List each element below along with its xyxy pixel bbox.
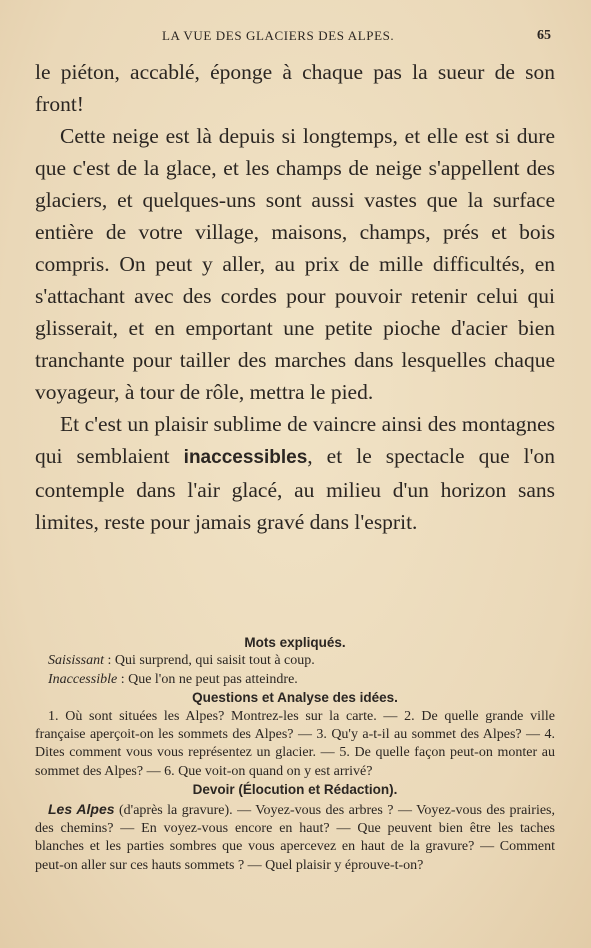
definition-text: : Qui surprend, qui saisit tout à coup. xyxy=(104,653,315,669)
paragraph-3-end: , et le spectacle que l'on contemple dans l'air glacé, au milieu d'un horizon sans limites, reste pour jamais gravé dans l'esprit. xyxy=(35,444,555,534)
devoir-heading: Devoir (Élocution et Rédaction). xyxy=(192,782,398,798)
definition-term: Inaccessible xyxy=(48,671,118,687)
devoir-text xyxy=(35,800,555,876)
paragraph-2: Cette neige est là depuis si longtemps, et elle est si dure que c'est de la glace, et les champs de neige s'appellent des glaciers, et quelques-uns sont aussi vastes que la surface entière de votre village, maisons, champs, prés et bois compris. On peut y aller, au prix de mille difficultés, en s'attachant avec des cordes pour pouvoir retenir celui qui glisserait, et en emportant une petite pioche d'acier bien tranchante pour tailler des marches dans lesquelles chaque voyageur, à tour de rôle, mettra le pied. xyxy=(35,124,555,404)
definition-item xyxy=(35,671,555,689)
paragraph-1: le piéton, accablé, éponge à chaque pas la sueur de son front! xyxy=(35,60,555,116)
page-number: 65 xyxy=(537,28,551,43)
definition-text: : Que l'on ne peut pas atteindre. xyxy=(117,671,298,687)
definition-term: Saisissant xyxy=(48,653,105,669)
devoir-body: (d'après la gravure). — Voyez-vous des arbres ? — Voyez-vous des prairies, des chemins? — En voyez-vous encore en haut? — Que peuvent bien être les taches blanches et les parties sombres que vous apercevez en haut de la gravure? — Comment peut-on aller sur ces hauts sommets ? — Quel plaisir y éprouve-t-on? xyxy=(35,802,555,873)
mots-heading: Mots expliqués. xyxy=(244,635,346,650)
exercises-section xyxy=(35,634,555,875)
definition-item xyxy=(35,652,555,670)
paragraph-3 xyxy=(35,408,555,538)
running-head xyxy=(0,28,591,48)
devoir-term: Les Alpes xyxy=(48,800,115,817)
paragraph-3-start: Et c'est un plaisir sublime de vaincre ainsi des montagnes qui semblaient xyxy=(35,412,555,468)
running-title: LA VUE DES GLACIERS DES ALPES. xyxy=(162,28,395,43)
emphasized-word: inaccessibles xyxy=(183,447,308,468)
main-text xyxy=(35,56,555,538)
questions-text: 1. Où sont situées les Alpes? Montrez-les sur la carte. — 2. De quelle grande ville française aperçoit-on les sommets des Alpes? — 3. Qu'y a-t-il au sommet des Alpes? — 4. Dites comment vous vous représentez un glacier. — 5. De quelle façon peut-on monter au sommet des Alpes? — 6. Que voit-on quand on y est arrivé? xyxy=(35,708,555,779)
questions-heading: Questions et Analyse des idées. xyxy=(192,690,398,706)
